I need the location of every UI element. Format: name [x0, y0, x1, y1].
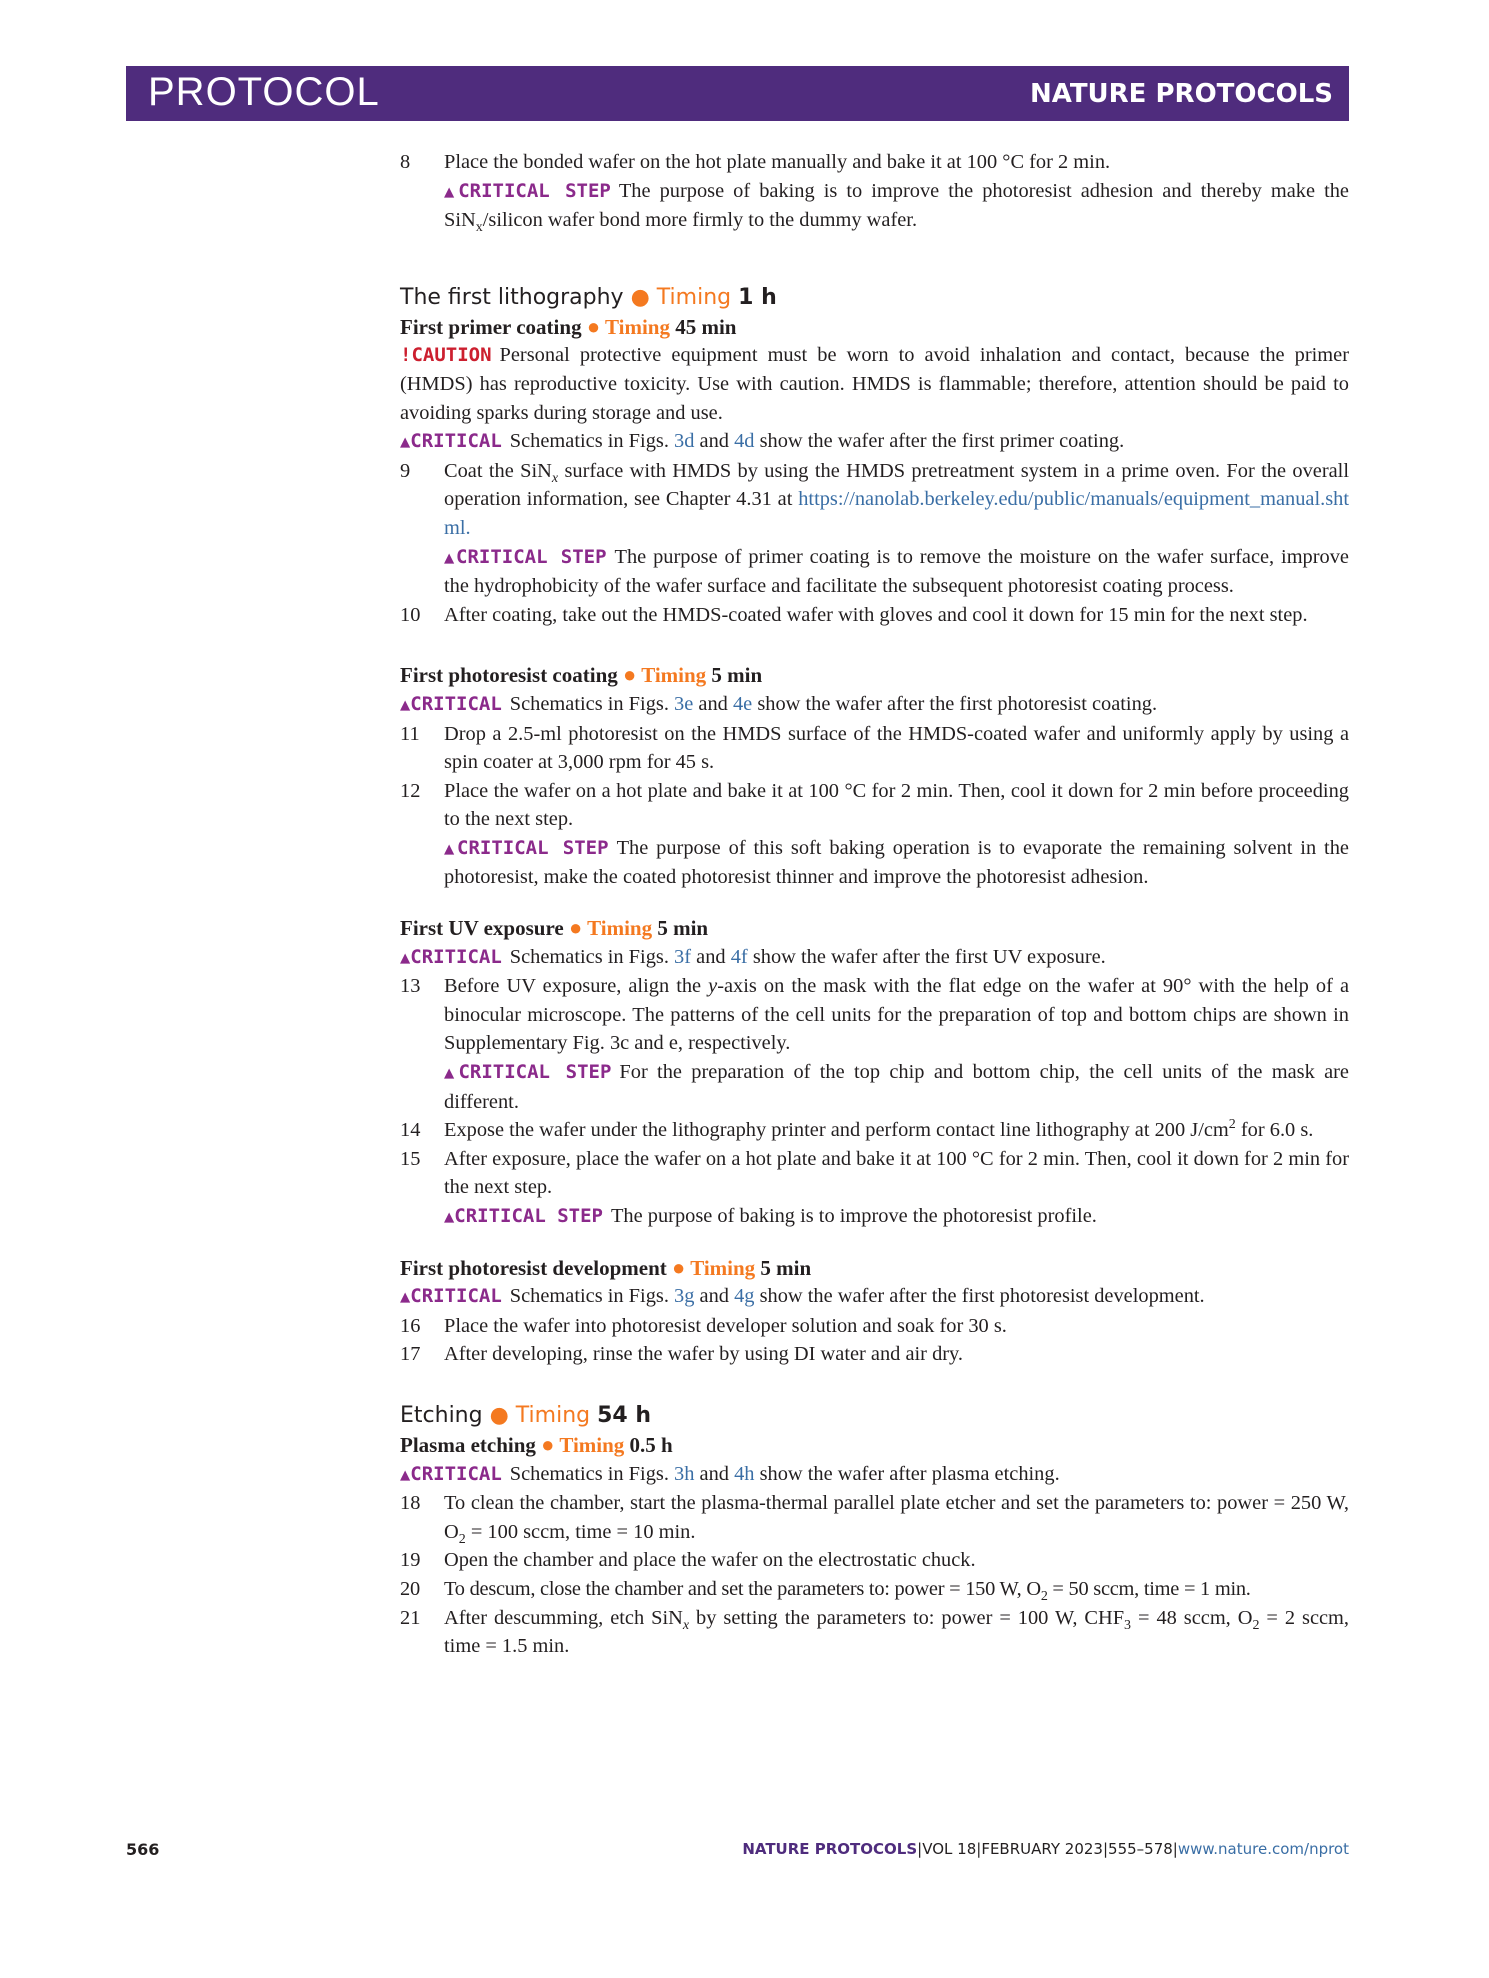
timing-dot-icon: ●	[586, 313, 601, 339]
critical-step-note: ▲CRITICAL STEP The purpose of this soft baking operation is to evaporate the remaining solvent in the photoresist, make the coated photoresist thinner and improve the photoresist adhesion.	[444, 836, 1349, 889]
critical-note: ▲CRITICAL Schematics in Figs. 3f and 4f show the wafer after the first UV exposure.	[400, 945, 1106, 968]
step-number: 9	[400, 459, 411, 482]
page-number: 566	[126, 1840, 160, 1859]
journal-name: NATURE PROTOCOLS	[1029, 79, 1333, 109]
critical-step-note: ▲CRITICAL STEP The purpose of baking is to improve the photoresist profile.	[444, 1205, 1097, 1227]
nanolab-manual-link[interactable]: https://nanolab.berkeley.edu/public/manuals/equipment_manual.shtml.	[444, 488, 1349, 539]
footer-citation: NATURE PROTOCOLS|VOL 18|FEBRUARY 2023|555–578|www.nature.com/nprot	[742, 1840, 1349, 1858]
triangle-icon: ▲	[400, 1287, 411, 1308]
step-number: 11	[400, 722, 420, 745]
section-heading-first-lithography: The first lithography ● Timing 1 h	[400, 284, 777, 310]
step-number: 14	[400, 1119, 421, 1142]
subsection-heading-photoresist-development: First photoresist development ● Timing 5 min	[400, 1254, 812, 1280]
step-8	[400, 148, 1349, 177]
step-18: 18 To clean the chamber, start the plasma-thermal parallel plate etcher and set the parameters to: power = 250 W, $O_2 = 100$ sccm, time = 10 min.	[400, 1489, 1349, 1546]
figure-link[interactable]: 4d	[734, 430, 755, 453]
step-9: 9 Coat the SiN$_x$ surface with HMDS by using the HMDS pretreatment system in a prime oven. For the overall operation information, see Chapter 4.31 at https://nanolab.berkeley.edu/public/manuals/equipment_manual.shtml.	[400, 457, 1349, 543]
triangle-icon: ▲	[444, 838, 458, 859]
triangle-icon: ▲	[400, 432, 411, 453]
step-number: 10	[400, 603, 421, 626]
triangle-icon: ▲	[400, 694, 411, 715]
step-12: 12 Place the wafer on a hot plate and bake it at 100 °C for 2 min. Then, cool it down for 2 min before proceeding to the next step.	[400, 777, 1349, 834]
figure-link[interactable]: 4g	[734, 1285, 755, 1308]
figure-link[interactable]: 3g	[674, 1285, 695, 1308]
subsection-heading-primer-coating: First primer coating ● Timing 45 min	[400, 313, 737, 339]
critical-note: ▲CRITICAL Schematics in Figs. 3h and 4h show the wafer after plasma etching.	[400, 1462, 1060, 1485]
step-number: 19	[400, 1549, 421, 1572]
journal-url-link[interactable]: www.nature.com/nprot	[1177, 1840, 1349, 1858]
triangle-icon: ▲	[444, 181, 459, 202]
section-heading-etching: Etching ● Timing 54 h	[400, 1402, 652, 1428]
critical-step-note: ▲CRITICAL STEP The purpose of primer coating is to remove the moisture on the wafer surface, improve the hydrophobicity of the wafer surface and facilitate the subsequent photoresist coating process.	[444, 545, 1349, 598]
figure-link[interactable]: 3e	[674, 692, 694, 715]
subsection-heading-photoresist-coating: First photoresist coating ● Timing 5 min	[400, 662, 763, 688]
subsection-heading-plasma-etching: Plasma etching ● Timing 0.5 h	[400, 1431, 673, 1457]
critical-note: ▲CRITICAL Schematics in Figs. 3g and 4g show the wafer after the first photoresist development.	[400, 1285, 1205, 1308]
step-16: 16 Place the wafer into photoresist developer solution and soak for 30 s.	[400, 1312, 1349, 1341]
figure-link[interactable]: 4e	[732, 692, 753, 715]
step-number: 15	[400, 1147, 421, 1170]
triangle-icon: ▲	[400, 947, 411, 968]
step-14: 14 Expose the wafer under the lithography printer and perform contact line lithography at 200 $J/cm^2$ for 6.0 s.	[400, 1116, 1349, 1145]
caution-note: !CAUTION Personal protective equipment must be worn to avoid inhalation and contact, because the primer (HMDS) has reproductive toxicity. Use with caution. HMDS is flammable; therefore, attention should be paid to avoiding sparks during storage and use.	[400, 344, 1349, 424]
journal-header-bar	[126, 66, 1349, 121]
step-number: 13	[400, 975, 421, 998]
step-number: 18	[400, 1492, 421, 1515]
triangle-icon: ▲	[444, 547, 457, 568]
step-text: Place the bonded wafer on the hot plate manually and bake it at 100 °C for 2 min.	[444, 151, 1111, 173]
critical-note: ▲CRITICAL Schematics in Figs. 3d and 4d show the wafer after the first primer coating.	[400, 430, 1125, 453]
figure-link[interactable]: 3f	[674, 945, 692, 968]
figure-link[interactable]: 4f	[730, 945, 748, 968]
timing-dot-icon: ●	[672, 1254, 686, 1280]
triangle-icon: ▲	[400, 1464, 411, 1485]
step-20: 20 To descum, close the chamber and set the parameters to: power = 150 W, $O_2 = 50$ sccm, time = 1 min.	[400, 1575, 1349, 1604]
step-19: 19 Open the chamber and place the wafer on the electrostatic chuck.	[400, 1546, 1349, 1575]
step-21: 21 After descumming, etch SiN$_x$ by setting the parameters to: power = 100 W, $CHF_3 = 48$ sccm, $O_2 = 2$ sccm, time = 1.5 min.	[400, 1604, 1349, 1661]
figure-link[interactable]: 3h	[674, 1462, 695, 1485]
step-number: 16	[400, 1314, 421, 1337]
timing-dot-icon: ●	[568, 915, 583, 941]
triangle-icon: ▲	[444, 1207, 455, 1227]
critical-step-note: ▲CRITICAL STEP The purpose of baking is to improve the photoresist adhesion and thereby make the SiN$_x$/silicon wafer bond more firmly to the dummy wafer.	[444, 179, 1349, 236]
step-number: 21	[400, 1606, 421, 1629]
timing-dot-icon: ●	[623, 662, 637, 688]
timing-dot-icon: ●	[630, 284, 650, 310]
critical-note: ▲CRITICAL Schematics in Figs. 3e and 4e show the wafer after the first photoresist coating.	[400, 692, 1158, 715]
step-10: 10 After coating, take out the HMDS-coated wafer with gloves and cool it down for 15 min for the next step.	[400, 601, 1349, 630]
step-15: 15 After exposure, place the wafer on a hot plate and bake it at 100 °C for 2 min. Then, cool it down for 2 min for the next step.	[400, 1145, 1349, 1202]
step-number: 17	[400, 1343, 421, 1366]
critical-step-note: ▲CRITICAL STEP For the preparation of the top chip and bottom chip, the cell units of the mask are different.	[444, 1061, 1349, 1113]
article-type-label: PROTOCOL	[148, 70, 380, 114]
timing-dot-icon: ●	[489, 1402, 509, 1428]
timing-dot-icon: ●	[541, 1431, 555, 1457]
figure-link[interactable]: 3d	[674, 430, 695, 453]
caution-tag: !CAUTION	[400, 344, 492, 367]
step-17: 17 After developing, rinse the wafer by using DI water and air dry.	[400, 1340, 1349, 1369]
step-number: 20	[400, 1577, 420, 1600]
step-number: 8	[400, 151, 411, 173]
critical-step-tag: ▲CRITICAL STEP	[444, 179, 611, 202]
step-13: 13 Before UV exposure, align the y-axis on the mask with the flat edge on the wafer at 90° with the help of a binocular microscope. The patterns of the cell units for the preparation of top and bottom chips are shown in Supplementary Fig. 3c and e, respectively.	[400, 972, 1349, 1058]
step-11: 11 Drop a 2.5-ml photoresist on the HMDS surface of the HMDS-coated wafer and uniformly apply by using a spin coater at 3,000 rpm for 45 s.	[400, 720, 1349, 777]
triangle-icon: ▲	[444, 1063, 459, 1084]
main-content	[400, 148, 1349, 1661]
step-number: 12	[400, 779, 421, 802]
figure-link[interactable]: 4h	[734, 1462, 755, 1485]
subsection-heading-uv-exposure: First UV exposure ● Timing 5 min	[400, 915, 709, 941]
